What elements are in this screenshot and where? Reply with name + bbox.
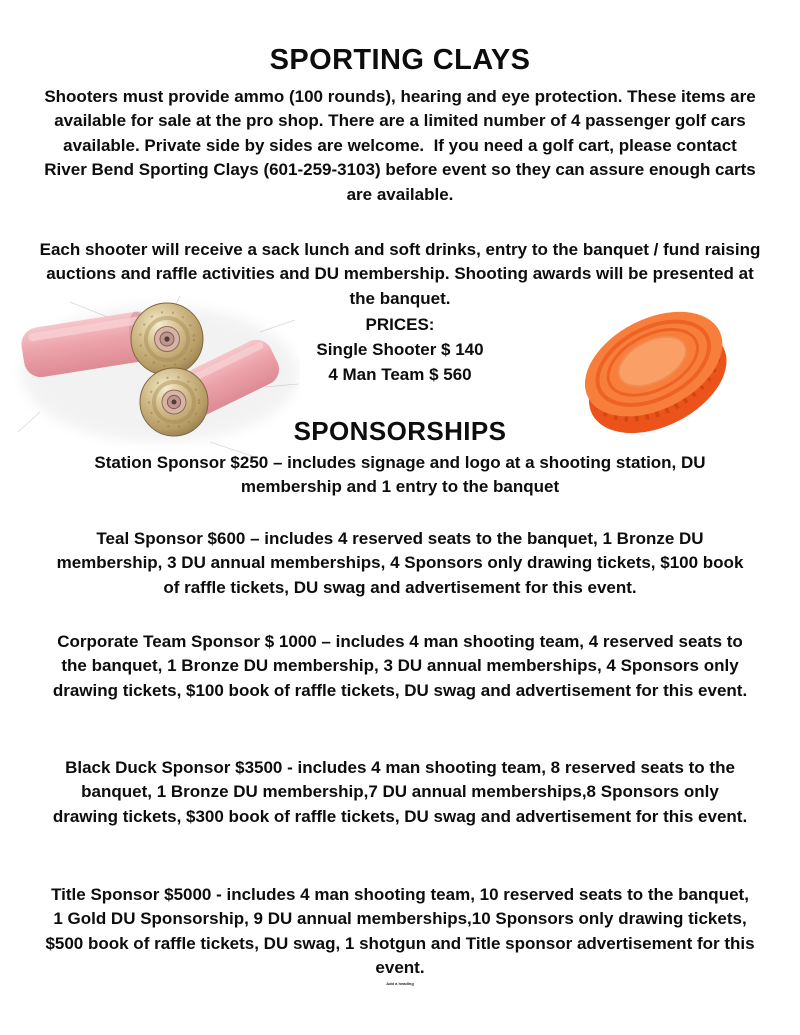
price-four-man-team: 4 Man Team $ 560	[328, 364, 472, 384]
page-title: SPORTING CLAYS	[269, 44, 531, 76]
sponsor-corporate-team-paragraph: Corporate Team Sponsor $ 1000 – includes 4 man shooting team, 4 reserved seats to the banquet, 1 Bronze DU membership, 3 DU annual memberships, 4 Sponsors only drawing tickets, $100 book of raffle tickets, DU swag and advertisement for this event.	[52, 632, 748, 700]
price-single-shooter: Single Shooter $ 140	[316, 339, 484, 359]
sponsorships-heading: SPONSORSHIPS	[293, 416, 507, 446]
prices-block	[0, 313, 800, 387]
sponsor-title-paragraph: Title Sponsor $5000 - includes 4 man shooting team, 10 reserved seats to the banquet, 1 Gold DU Sponsorship, 9 DU annual memberships,10 Sponsors only drawing tickets, $500 book of raffle tickets, DU swag, 1 shotgun and Title sponsor advertisement for this event.	[45, 885, 755, 978]
intro-paragraph: Shooters must provide ammo (100 rounds), hearing and eye protection. These items are available for sale at the pro shop. There are a limited number of 4 passenger golf cars available. Private side by sides are welcome. If you need a golf cart, please contact River Bend Sporting Clays (601-259-3103) before event so they can assure enough carts are available.	[44, 87, 761, 204]
sponsor-station-paragraph: Station Sponsor $250 – includes signage and logo at a shooting station, DU membership and 1 entry to the banquet	[94, 453, 706, 497]
sponsor-black-duck-paragraph: Black Duck Sponsor $3500 - includes 4 man shooting team, 8 reserved seats to the banquet, 1 Bronze DU membership,7 DU annual memberships,8 Sponsors only drawing tickets, $300 book of raffle tickets, DU swag and advertisement for this event.	[52, 758, 748, 826]
details-paragraph: Each shooter will receive a sack lunch and soft drinks, entry to the banquet / fund raising auctions and raffle activities and DU membership. Shooting awards will be presented at the banquet.	[39, 240, 761, 308]
sponsor-teal-paragraph: Teal Sponsor $600 – includes 4 reserved seats to the banquet, 1 Bronze DU membership, 3 DU annual memberships, 4 Sponsors only drawing tickets, $100 book of raffle tickets, DU swag and advertisement for this event.	[56, 529, 744, 597]
prices-heading: PRICES:	[365, 315, 435, 334]
canva-placeholder-text: Add a heading	[386, 981, 414, 986]
